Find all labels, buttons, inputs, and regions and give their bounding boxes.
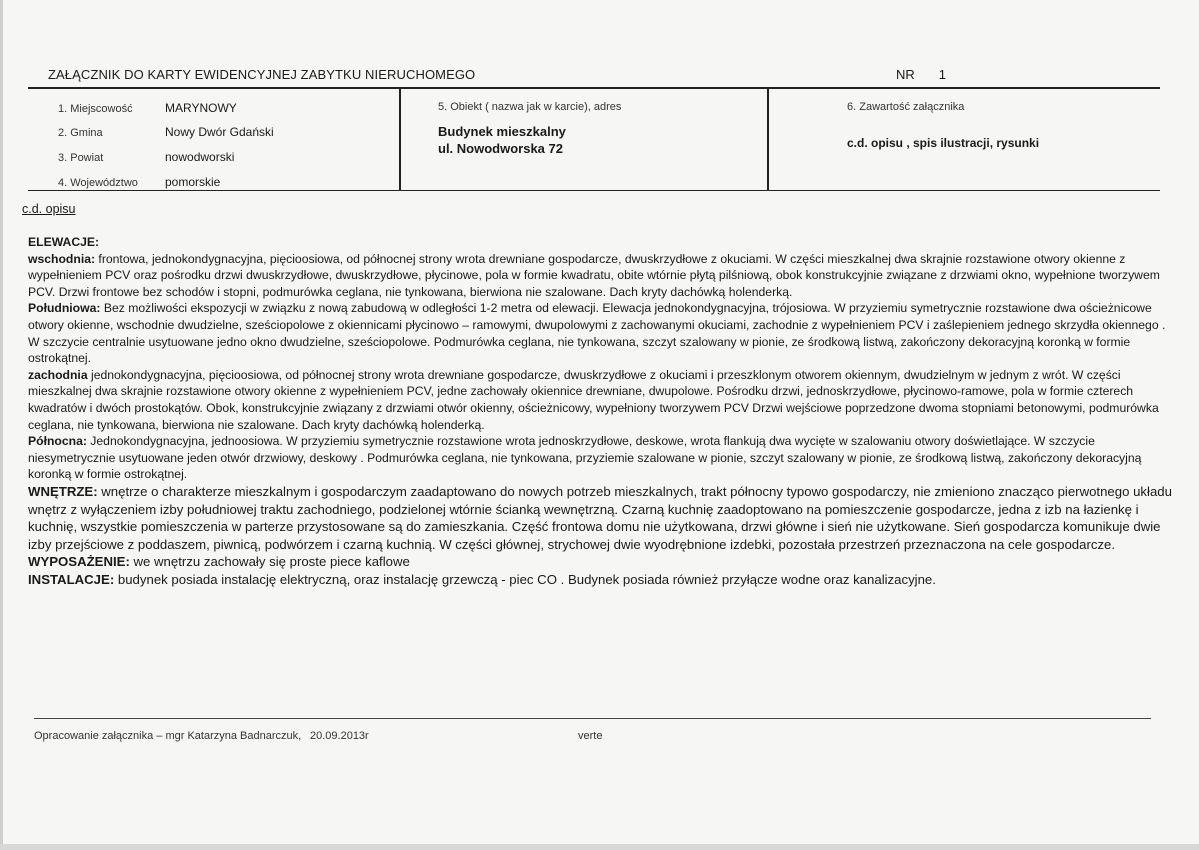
scan-edge-bottom [0, 844, 1199, 850]
wnetrze-text: wnętrze o charakterze mieszkalnym i gospodarczym zaadaptowano do nowych potrzeb mieszkalnych, trakt północny typowo gospodarczy, nie zmieniono znacząco pierwotnego układu wnętrz z wyłączeniem izby południowej traktu zachodniego, podzielonej wtórnie ścianką wewnętrzną. Czarną kuchnię zaadoptowano na pomieszczenie gospodarcze, jedna z izb na łazienkę i kuchnię, wszystkie pomieszczenia w parterze przystosowane są do zamieszkania. Część frontowa domu nie użytkowana, drzwi główne i sień nie użytkowane. Sień gospodarcza komunikuje dwie izby przejściowe z poddaszem, piwnicą, podwórzem i czarną kuchnią. W części głównej, strychowej dwie wyodrębnione izdebki, pozostała przestrzeń przeznaczona na cele gospodarcze. [28, 483, 1172, 552]
info-divider-2 [767, 89, 769, 191]
footer-date: 20.09.2013r [310, 730, 369, 742]
object-address: ul. Nowodworska 72 [438, 141, 563, 156]
object-label: 5. Obiekt ( nazwa jak w karcie), adres [438, 101, 622, 113]
gmina-label: 2. Gmina [58, 127, 103, 139]
cd-opisu-heading: c.d. opisu [22, 202, 76, 216]
poludniowa-heading: Południowa: [28, 301, 101, 316]
powiat-label: 3. Powiat [58, 152, 104, 164]
nr-label: NR [896, 67, 915, 82]
wojewodztwo-value: pomorskie [165, 175, 221, 189]
miejscowosc-label: 1. Miejscowość [58, 103, 133, 115]
footer-verte: verte [578, 730, 603, 742]
instalacje-text: budynek posiada instalację elektryczną, oraz instalację grzewczą - piec CO . Budynek posiada również przyłącze wodne oraz kanalizacyjne. [114, 571, 936, 587]
wyposazenie-text: we wnętrzu zachowały się proste piece kaflowe [129, 554, 410, 570]
contents-label: 6. Zawartość załącznika [847, 101, 965, 113]
object-name: Budynek mieszkalny [438, 124, 566, 139]
description-body [28, 234, 1178, 588]
contents-value: c.d. opisu , spis ilustracji, rysunki [847, 136, 1040, 150]
wyposazenie-heading: WYPOSAŻENIE: [28, 554, 130, 570]
document-number [896, 67, 946, 82]
polnocna-heading: Północna: [28, 434, 87, 449]
zachodnia-heading: zachodnia [28, 367, 88, 382]
scan-edge-left [0, 0, 3, 850]
footer-author: Opracowanie załącznika – mgr Katarzyna Badnarczuk, [34, 730, 302, 742]
instalacje-heading: INSTALACJE: [28, 571, 115, 587]
info-divider-1 [399, 89, 401, 191]
polnocna-text: Jednokondygnacyjna, jednoosiowa. W przyziemiu symetrycznie rozstawione wrota jednoskrzydłowe, deskowe, wrota flankują dwa wycięte w szalowaniu otwory doświetlające. W szczycie niesymetrycznie usytuowane jeden otwór drzwiowy, deskowy . Podmurówka ceglana, nie tynkowana, przyziemie szalowane w pionie, szczyt szalowany w pionie, ze środkową listwą, zakończony dekoracyjną koronką w formie ostrokątnej. [28, 434, 1142, 482]
powiat-value: nowodworski [165, 150, 235, 164]
gmina-value: Nowy Dwór Gdański [165, 125, 274, 139]
footer-rule [34, 718, 1151, 719]
poludniowa-text: Bez możliwości ekspozycji w związku z nową zabudową w odległości 1-2 metra od elewacji. Elewacja jednokondygnacyjna, trójosiowa. W przyziemiu symetrycznie rozstawione dwa ościeżnicowe otwory okienne, wschodnie dwudzielne, sześciopolowe z okiennicami płycinowo – ramowymi, dwupolowymi z zachowanymi okuciami, zachodnie z wypełnieniem PCV i zaślepieniem jednego skrzydła okiennego . W szczycie centralnie usytuowane jedno okno dwudzielne, sześciopolowe. Podmurówka ceglana, nie tynkowana, szczyt szalowany w pionie, ze środkową listwą, zakończony dekoracyjną koronką w formie ostrokątnej. [28, 301, 1166, 366]
nr-value: 1 [938, 67, 947, 82]
wojewodztwo-label: 4. Województwo [58, 177, 138, 189]
miejscowosc-value: MARYNOWY [165, 101, 237, 115]
elewacje-heading: ELEWACJE: [28, 235, 100, 249]
wschodnia-heading: wschodnia: [28, 251, 96, 266]
zachodnia-text: jednokondygnacyjna, pięcioosiowa, od północnej strony wrota drewniane gospodarcze, dwuskrzydłowe z okuciami i przeszklonym otworem okiennym, dwudzielnym w jednym z wrót. W części mieszkalnej dwa skrajnie rozstawione otwory okienne z wypełnieniem PCV, jedne zachowały okiennice drewniane, dwupolowe. Pośrodku drzwi, jednoskrzydłowe, płycinowo-ramowe, pola w formie czterech kwadratów i dwóch prostokątów. Obok, konstrukcyjnie związany z drzwiami otwór okienny, ościeżnicowy, wypełniony tworzywem PCV Drzwi wejściowe poprzedzone dwoma stopniami betonowymi, podmurówka ceglana, nie tynkowana, bierwiona nie szalowane. Dach kryty dachówką holenderką. [28, 367, 1159, 432]
document-title: ZAŁĄCZNIK DO KARTY EWIDENCYJNEJ ZABYTKU NIERUCHOMEGO [48, 67, 476, 82]
wschodnia-text: frontowa, jednokondygnacyjna, pięcioosiowa, od północnej strony wrota drewniane gospodarcze, dwuskrzydłowe z okuciami. W części mieszkalnej dwa skrajnie rozstawione otwory okienne z wypełnieniem PCV oraz pośrodku drzwi dwuskrzydłowe, dwuskrzydłowe, płycinowe, pola w formie kwadratu, obite wtórnie płytą pilśniową, obok konstrukcyjnie związane z drzwiami okno, wypełnione tworzywem PCV. Drzwi frontowe bez schodów i stopni, podmurówka ceglana, nie tynkowana, bierwiona nie szalowane. Dach kryty dachówką holenderką. [28, 251, 1160, 299]
wnetrze-heading: WNĘTRZE: [28, 483, 98, 499]
